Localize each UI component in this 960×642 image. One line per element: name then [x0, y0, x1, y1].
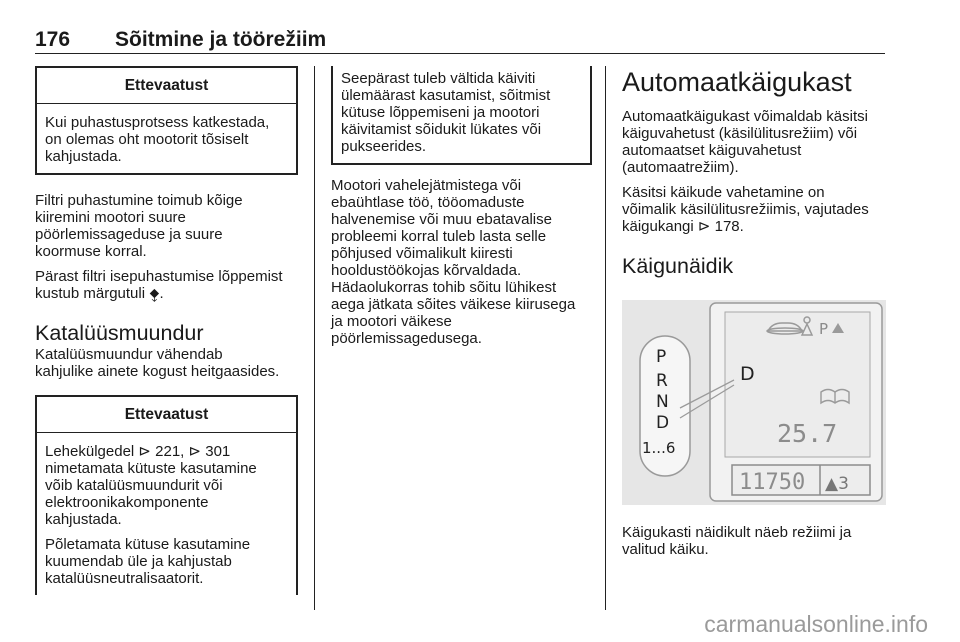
- gear-n-label: N: [656, 392, 669, 412]
- column-2: [331, 66, 592, 355]
- figure-caption: Käigukasti näidikult näeb režiimi ja valitud käiku.: [622, 524, 852, 558]
- header-rule: [35, 53, 885, 54]
- column-divider-1: [314, 66, 315, 610]
- running-title: Sõitmine ja töörežiim: [115, 28, 327, 51]
- caution-box-body: [37, 104, 296, 173]
- watermark: carmanualsonline.info: [704, 611, 928, 637]
- gear-d-label: D: [656, 413, 670, 433]
- caution-box-continued: [331, 66, 592, 165]
- caution-box-body: [37, 433, 296, 595]
- column-3: [622, 66, 892, 279]
- paragraph-manual-shift: Käsitsi käikude vahetamine on võimalik käsilülitusrežiimis, vajutades käigukangi ⊳ 178.: [622, 184, 869, 235]
- caution-box-2: [35, 395, 298, 595]
- paragraph-indicator-off: Pärast filtri isepuhastumise lõppemist kustub märgutuli ⧪.: [35, 268, 283, 302]
- odometer-readout: 11750: [739, 470, 806, 495]
- section-heading-automatic: Automaatkäigukast: [622, 67, 852, 97]
- caution-text: Kui puhastusprotsess katkestada, on olemas oht mootorit tõsiselt kahjustada.: [45, 114, 270, 165]
- caution-box-1: [35, 66, 298, 175]
- figure-caption-block: [622, 524, 892, 566]
- gear-indicator-illustration: [622, 300, 886, 505]
- caution-text-starter: Seepärast tuleb vältida käiviti ülemäärast kasutamist, sõitmist kütuse lõppemiseni ja mootori käivitamist sõidukit lükates või pukseerides.: [341, 70, 551, 155]
- paragraph-misfire: Mootori vahelejätmistega või ebaühtlase töö, tööomaduste halvenemise või muu ebatavalise probleemi korral tuleb lasta selle põhjused võimalikult kiiresti hooldustöökojas kõrvaldada. Hädaolukorras tohib sõitu lühikest aega jätkata sõites väikese kiirusega ja mootori väikese pöörlemissagedusega.: [331, 177, 576, 347]
- park-assist-label: P: [819, 320, 829, 338]
- column-1: [35, 66, 298, 595]
- page-number: 176: [35, 28, 71, 51]
- gear-recommendation-readout: ▲3: [825, 474, 849, 494]
- caution-box-title: Ettevaatust: [37, 68, 296, 104]
- display-gear-letter: D: [740, 363, 755, 385]
- paragraph-automatic: Automaatkäigukast võimaldab käsitsi käiguvahetust (käsilülitusrežiim) või automaatset käiguvahetust (automaatrežiim).: [622, 108, 868, 176]
- caution-text-unburnt: Põletamata kütuse kasutamine kuumendab üle ja kahjustab katalüüsneutralisaatorit.: [45, 536, 251, 587]
- caution-box-body: [333, 66, 590, 163]
- gear-indicator-figure: [622, 300, 886, 505]
- dpf-indicator-icon: ⧪: [149, 286, 160, 301]
- temperature-readout: 25.7: [777, 419, 838, 448]
- gear-manual-range-label: 1...6: [642, 439, 676, 457]
- page-header: [35, 20, 885, 52]
- paragraph-filter-cleaning: Filtri puhastumine toimub kõige kiiremini mootori suure pöörlemissageduse ja suure koormuse korral.: [35, 192, 243, 260]
- column-divider-2: [605, 66, 606, 610]
- section-heading-catalyst: Katalüüsmuundur: [35, 321, 204, 345]
- gear-p-label: P: [656, 347, 667, 367]
- paragraph-catalyst: Katalüüsmuundur vähendab kahjulike ainete kogust heitgaasides.: [35, 346, 280, 380]
- caution-text-fuel: Lehekülgedel ⊳ 221, ⊳ 301 nimetamata kütuste kasutamine võib katalüüsmuundurit või elektroonikakomponente kahjustada.: [45, 443, 257, 528]
- caution-box-title: Ettevaatust: [37, 397, 296, 433]
- section-heading-gear-indicator: Käigunäidik: [622, 254, 734, 278]
- gear-r-label: R: [656, 371, 668, 391]
